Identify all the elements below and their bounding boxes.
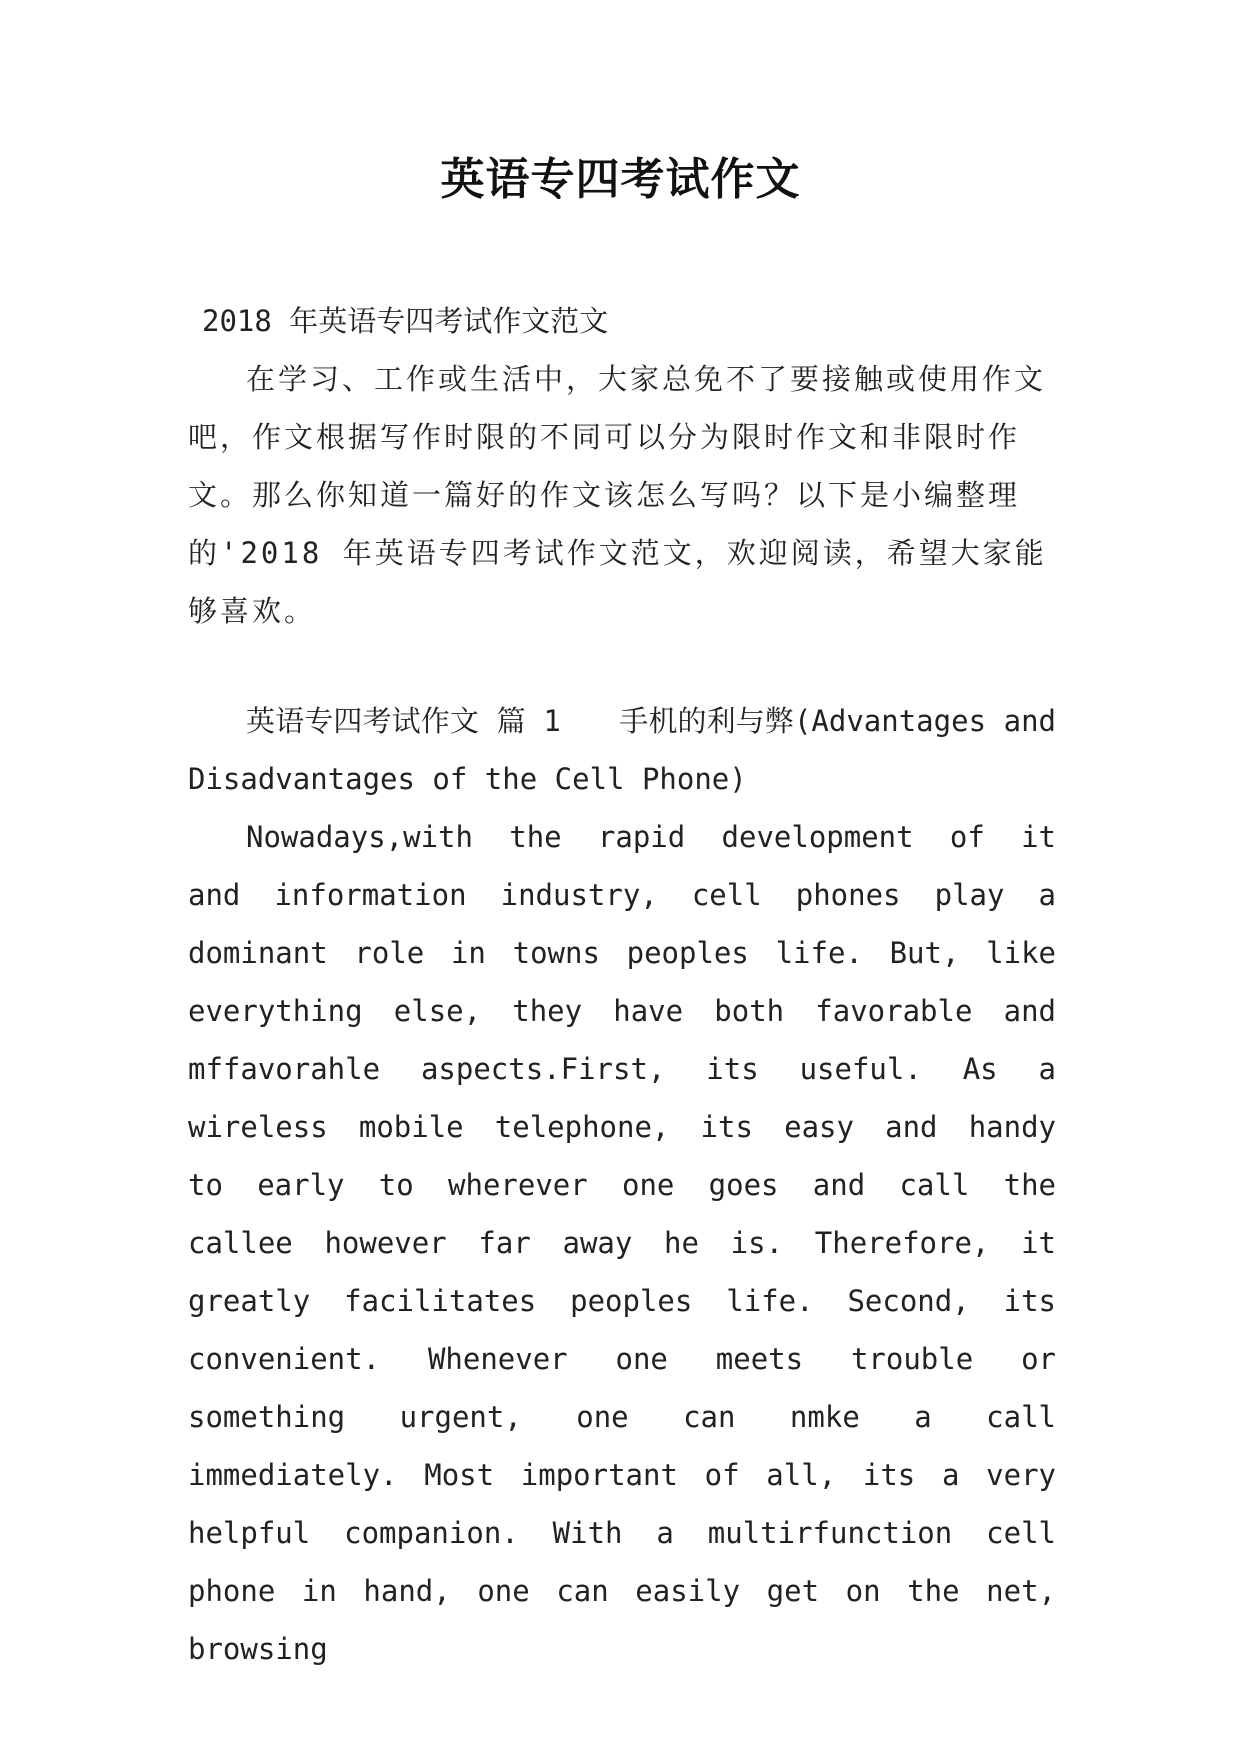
document-title: 英语专四考试作文 <box>440 154 801 205</box>
essay-paragraph: Nowadays,with the rapid development of it and information industry, cell phones play a dominant role in towns peoples life. But, like everything else, they have both favorable and mffavorahle aspects.First, its useful. As a wireless mobile telephone, its easy and handy to early to wherever one goes and call the callee however far away he is. Therefore, it greatly facilitates peoples life. Second, its convenient. Whenever one meets trouble or something urgent, one can nmke a call immediately. Most important of all, its a very helpful companion. With a multirfunction cell phone in hand, one can easily get on the net, browsing <box>188 820 1056 1666</box>
document-subtitle: 2018 年英语专四考试作文范文 <box>202 304 609 338</box>
section-heading: 英语专四考试作文 篇 1 手机的利与弊(Advantages and Disadvantages of the Cell Phone) <box>188 704 1056 796</box>
intro-paragraph: 在学习、工作或生活中，大家总免不了要接触或使用作文吧，作文根据写作时限的不同可以分为限时作文和非限时作文。那么你知道一篇好的作文该怎么写吗？以下是小编整理的'2018 年英语专四考试作文范文，欢迎阅读，希望大家能够喜欢。 <box>188 362 1047 628</box>
